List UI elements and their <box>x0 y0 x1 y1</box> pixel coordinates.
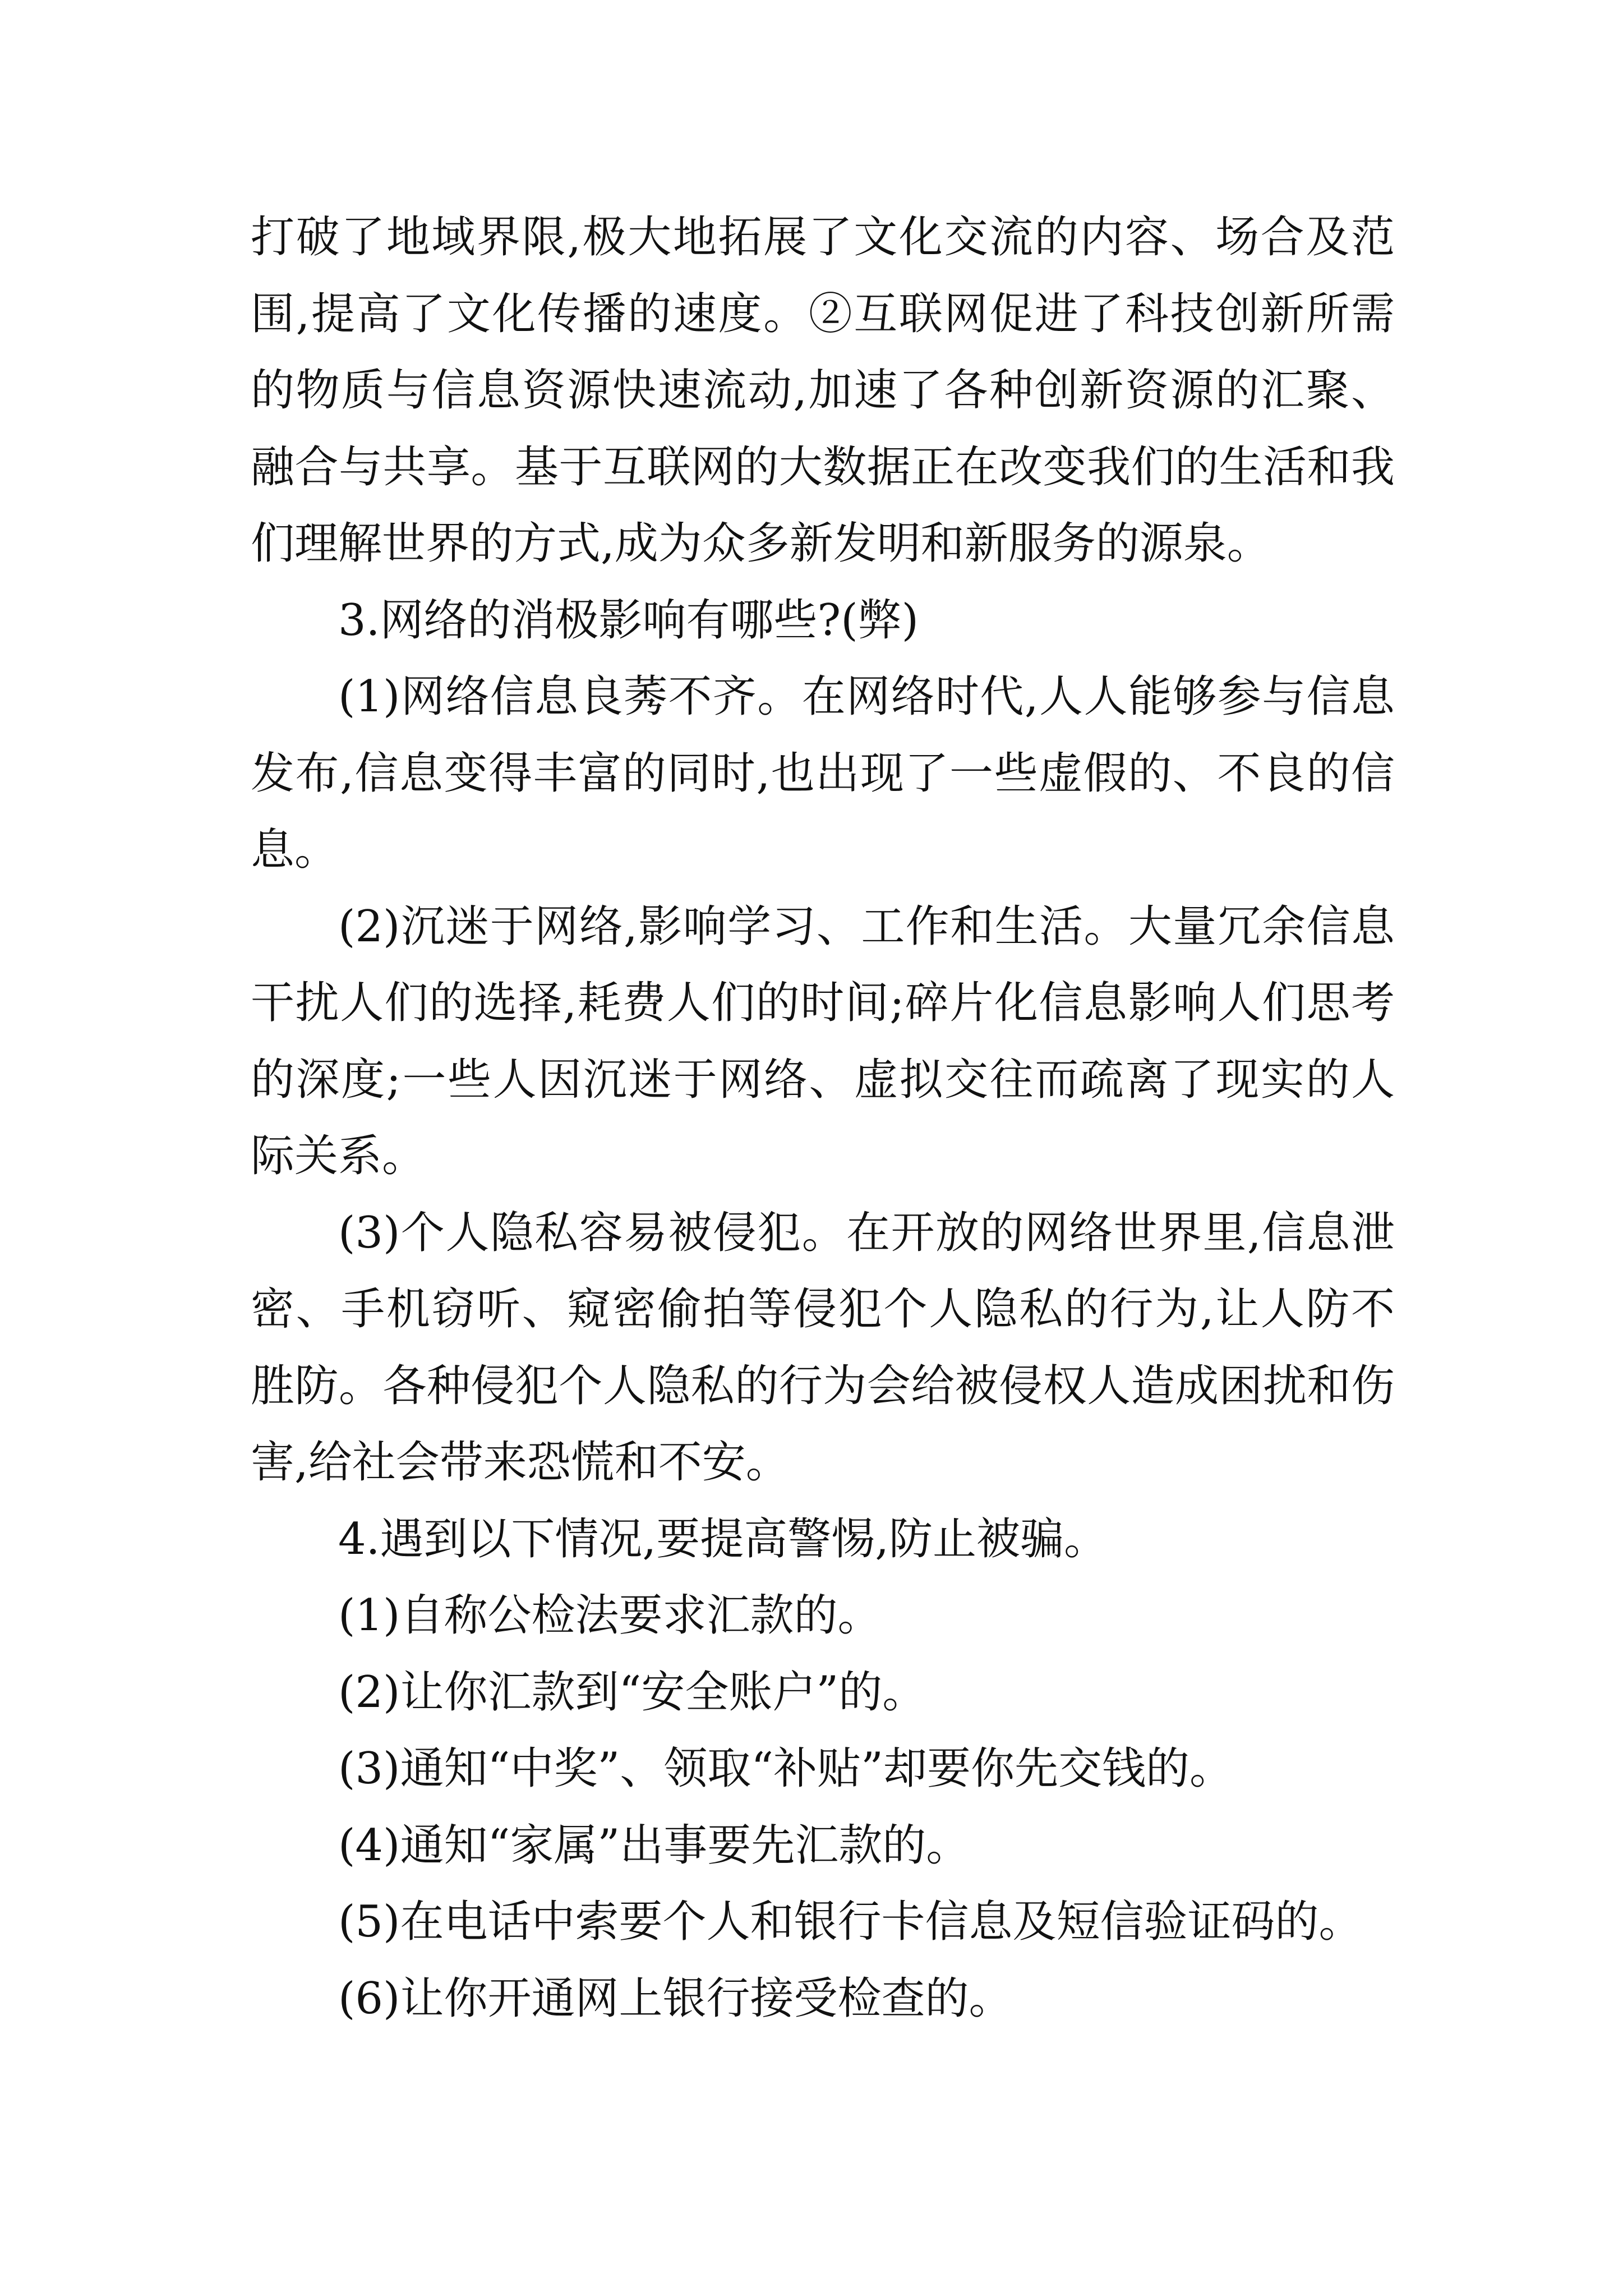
heading-fraud-warning: 4.遇到以下情况,要提高警惕,防止被骗。 <box>338 1513 1108 1565</box>
paragraph-point-2: (2)沉迷于网络,影响学习、工作和生活。大量冗余信息干扰人们的选择,耗费人们的时间;碎片化信息影响人们思考的深度;一些人因沉迷于网络、虚拟交往而疏离了现实的人际关系。 <box>251 901 1395 1181</box>
heading-negative-effects: 3.网络的消极影响有哪些?(弊) <box>338 595 919 646</box>
paragraph-point-3: (3)个人隐私容易被侵犯。在开放的网络世界里,信息泄密、手机窃听、窥密偷拍等侵犯个人隐私的行为,让人防不胜防。各种侵犯个人隐私的行为会给被侵权人造成困扰和伤害,给社会带来恐慌和不安。 <box>251 1207 1395 1488</box>
paragraph-point-1: (1)网络信息良莠不齐。在网络时代,人人能够参与信息发布,信息变得丰富的同时,也出现了一些虚假的、不良的信息。 <box>251 671 1395 875</box>
paragraph-continuation: 打破了地域界限,极大地拓展了文化交流的内容、场合及范围,提高了文化传播的速度。②互联网促进了科技创新所需的物质与信息资源快速流动,加速了各种创新资源的汇聚、融合与共享。基于互联网的大数据正在改变我们的生活和我们理解世界的方式,成为众多新发明和新服务的源泉。 <box>251 212 1395 569</box>
list-item-fraud-3: (3)通知“中奖”、领取“补贴”却要你先交钱的。 <box>338 1743 1233 1794</box>
list-item-fraud-2: (2)让你汇款到“安全账户”的。 <box>338 1667 926 1718</box>
document-body <box>251 199 1395 2037</box>
list-item-fraud-6: (6)让你开通网上银行接受检查的。 <box>338 1973 1013 2024</box>
list-item-fraud-5: (5)在电话中索要个人和银行卡信息及短信验证码的。 <box>338 1897 1363 1947</box>
list-item-fraud-1: (1)自称公检法要求汇款的。 <box>338 1590 882 1641</box>
list-item-fraud-4: (4)通知“家属”出事要先汇款的。 <box>338 1820 970 1871</box>
